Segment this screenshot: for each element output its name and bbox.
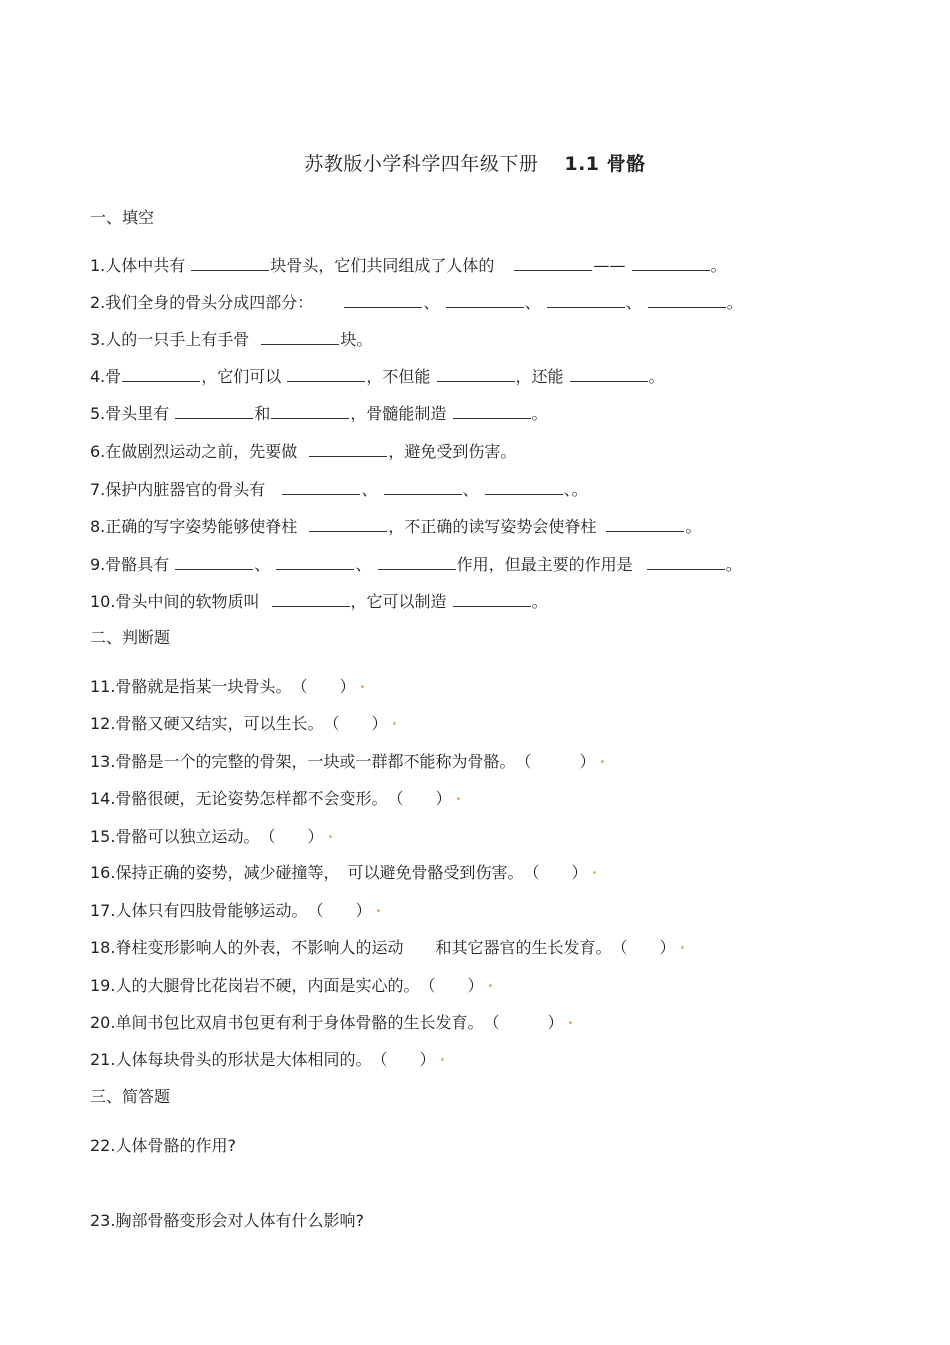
q9-sep-2: 、	[355, 555, 372, 574]
q4-text-a: 4.骨	[90, 367, 122, 386]
fill-question-5	[90, 403, 548, 425]
q5-text-b: 和	[254, 404, 271, 423]
q8-text-c: 。	[685, 517, 702, 536]
q7-sep-2: 、	[462, 480, 479, 499]
judge-text: 15.骨骼可以独立运动。	[90, 827, 260, 846]
q5-text-a: 5.骨头里有	[90, 404, 170, 423]
answer-parentheses[interactable]: （ ）	[259, 827, 324, 846]
judge-text: 17.人体只有四肢骨能够运动。	[90, 901, 308, 920]
q9-text-a: 9.骨骼具有	[90, 555, 170, 574]
q1-blank-3[interactable]	[632, 256, 710, 271]
judge-question-13: 13.骨骼是一个的完整的骨架，一块或一群都不能称为骨骼。（ ） •	[90, 752, 606, 771]
fill-question-8	[90, 516, 702, 538]
answer-parentheses[interactable]: （ ）	[523, 863, 588, 882]
q4-blank-2[interactable]	[287, 367, 365, 382]
fill-question-4	[90, 366, 665, 388]
q9-text-b: 作用，但最主要的作用是	[456, 555, 633, 574]
judge-text: 12.骨骼又硬又结实，可以生长。	[90, 714, 324, 733]
q9-text-c: 。	[725, 555, 742, 574]
q10-text-b: ，它可以制造	[350, 592, 447, 611]
judge-question-14: 14.骨骼很硬，无论姿势怎样都不会变形。（ ） •	[90, 789, 462, 808]
q6-blank-1[interactable]	[309, 442, 387, 457]
judge-question-20: 20.单间书包比双肩书包更有利于身体骨骼的生长发育。（ ） •	[90, 1013, 574, 1032]
q8-text-a: 8.正确的写字姿势能够使脊柱	[90, 517, 298, 536]
judge-question-21: 21.人体每块骨头的形状是大体相同的。（ ） •	[90, 1050, 446, 1069]
fill-question-1	[90, 255, 727, 277]
answer-parentheses[interactable]: （ ）	[371, 1050, 436, 1069]
short-question-23: 23.胸部骨骼变形会对人体有什么影响?	[90, 1211, 364, 1230]
q2-sep-1: 、	[423, 293, 440, 312]
judge-text: 13.骨骼是一个的完整的骨架，一块或一群都不能称为骨骼。	[90, 752, 516, 771]
q9-blank-2[interactable]	[276, 555, 354, 570]
q2-end: 。	[726, 293, 743, 312]
q8-blank-1[interactable]	[309, 517, 387, 532]
q4-blank-3[interactable]	[437, 367, 515, 382]
q6-text-a: 6.在做剧烈运动之前，先要做	[90, 442, 298, 461]
answer-parentheses[interactable]: （ ）	[515, 752, 596, 771]
page-title	[0, 151, 950, 177]
section-fill-heading: 一、填空	[90, 208, 155, 227]
q5-blank-1[interactable]	[175, 404, 253, 419]
q5-text-d: 。	[531, 404, 548, 423]
lesson-number: 1.1 骨骼	[564, 153, 646, 175]
answer-parentheses[interactable]: （ ）	[611, 938, 676, 957]
q2-sep-3: 、	[625, 293, 642, 312]
short-question-22: 22.人体骨骼的作用?	[90, 1136, 236, 1155]
title-text: 苏教版小学科学四年级下册	[304, 153, 539, 175]
q3-blank-1[interactable]	[261, 330, 339, 345]
judge-text: 21.人体每块骨头的形状是大体相同的。	[90, 1050, 372, 1069]
fill-question-6	[90, 441, 516, 463]
fill-question-10	[90, 591, 548, 613]
q2-sep-2: 、	[524, 293, 541, 312]
q9-sep-1: 、	[254, 555, 271, 574]
q7-blank-1[interactable]	[282, 480, 360, 495]
judge-text: 20.单间书包比双肩书包更有利于身体骨骼的生长发育。	[90, 1013, 484, 1032]
q1-text-a: 1.人体中共有	[90, 256, 186, 275]
judge-question-18: 18.脊柱变形影响人的外表，不影响人的运动 和其它器官的生长发育。（ ） •	[90, 938, 686, 957]
q2-blank-1[interactable]	[344, 293, 422, 308]
q1-text-b: 块骨头，它们共同组成了人体的	[270, 256, 495, 275]
q5-blank-3[interactable]	[453, 404, 531, 419]
judge-text: 19.人的大腿骨比花岗岩不硬，内面是实心的。	[90, 976, 420, 995]
q7-sep-1: 、	[361, 480, 378, 499]
q5-blank-2[interactable]	[271, 404, 349, 419]
answer-parentheses[interactable]: （ ）	[419, 976, 484, 995]
answer-parentheses[interactable]: （ ）	[323, 714, 388, 733]
q4-blank-4[interactable]	[570, 367, 648, 382]
q10-text-a: 10.骨头中间的软物质叫	[90, 592, 260, 611]
fill-question-3	[90, 329, 372, 351]
fill-question-7	[90, 479, 588, 501]
fill-question-9	[90, 554, 742, 576]
q5-text-c: ，骨髓能制造	[350, 404, 447, 423]
judge-text: 16.保持正确的姿势，减少碰撞等， 可以避免骨骼受到伤害。	[90, 863, 524, 882]
q10-blank-1[interactable]	[272, 592, 350, 607]
q9-blank-1[interactable]	[175, 555, 253, 570]
q7-blank-3[interactable]	[485, 480, 563, 495]
judge-text: 11.骨骼就是指某一块骨头。	[90, 677, 292, 696]
q1-blank-1[interactable]	[191, 256, 269, 271]
q2-blank-3[interactable]	[547, 293, 625, 308]
q4-text-c: ，不但能	[366, 367, 431, 386]
judge-text: 14.骨骼很硬，无论姿势怎样都不会变形。	[90, 789, 388, 808]
q4-text-d: ，还能	[515, 367, 564, 386]
q1-blank-2[interactable]	[514, 256, 592, 271]
judge-question-16: 16.保持正确的姿势，减少碰撞等， 可以避免骨骼受到伤害。（ ） •	[90, 863, 598, 882]
q7-text-a: 7.保护内脏器官的骨头有	[90, 480, 266, 499]
q6-text-b: ，避免受到伤害。	[388, 442, 517, 461]
judge-question-19: 19.人的大腿骨比花岗岩不硬，内面是实心的。（ ） •	[90, 976, 494, 995]
q3-text-a: 3.人的一只手上有手骨	[90, 330, 250, 349]
q2-blank-4[interactable]	[648, 293, 726, 308]
judge-text: 18.脊柱变形影响人的外表，不影响人的运动 和其它器官的生长发育。	[90, 938, 612, 957]
q7-end: 、。	[563, 480, 588, 499]
q1-text-d: 。	[710, 256, 727, 275]
q8-blank-2[interactable]	[606, 517, 684, 532]
q1-text-c: ——	[593, 256, 626, 275]
answer-parentheses[interactable]: （ ）	[291, 677, 356, 696]
q3-text-b: 块。	[340, 330, 373, 349]
judge-question-11: 11.骨骼就是指某一块骨头。（ ） •	[90, 677, 366, 696]
q4-text-b: ，它们可以	[201, 367, 282, 386]
section-short-heading: 三、简答题	[90, 1087, 171, 1106]
q7-blank-2[interactable]	[384, 480, 462, 495]
answer-parentheses[interactable]: （ ）	[307, 901, 372, 920]
judge-question-12: 12.骨骼又硬又结实，可以生长。（ ） •	[90, 714, 398, 733]
q9-blank-3[interactable]	[378, 555, 456, 570]
answer-parentheses[interactable]: （ ）	[483, 1013, 564, 1032]
judge-question-15: 15.骨骼可以独立运动。（ ） •	[90, 827, 334, 846]
q2-blank-2[interactable]	[446, 293, 524, 308]
answer-parentheses[interactable]: （ ）	[387, 789, 452, 808]
q10-blank-2[interactable]	[453, 592, 531, 607]
fill-question-2	[90, 292, 743, 314]
judge-question-17: 17.人体只有四肢骨能够运动。（ ） •	[90, 901, 382, 920]
q10-text-c: 。	[531, 592, 548, 611]
q9-blank-4[interactable]	[647, 555, 725, 570]
q8-text-b: ，不正确的读写姿势会使脊柱	[388, 517, 597, 536]
q4-blank-1[interactable]	[122, 367, 200, 382]
q4-text-e: 。	[648, 367, 665, 386]
section-judge-heading: 二、判断题	[90, 628, 171, 647]
q2-text-a: 2.我们全身的骨头分成四部分：	[90, 293, 314, 312]
